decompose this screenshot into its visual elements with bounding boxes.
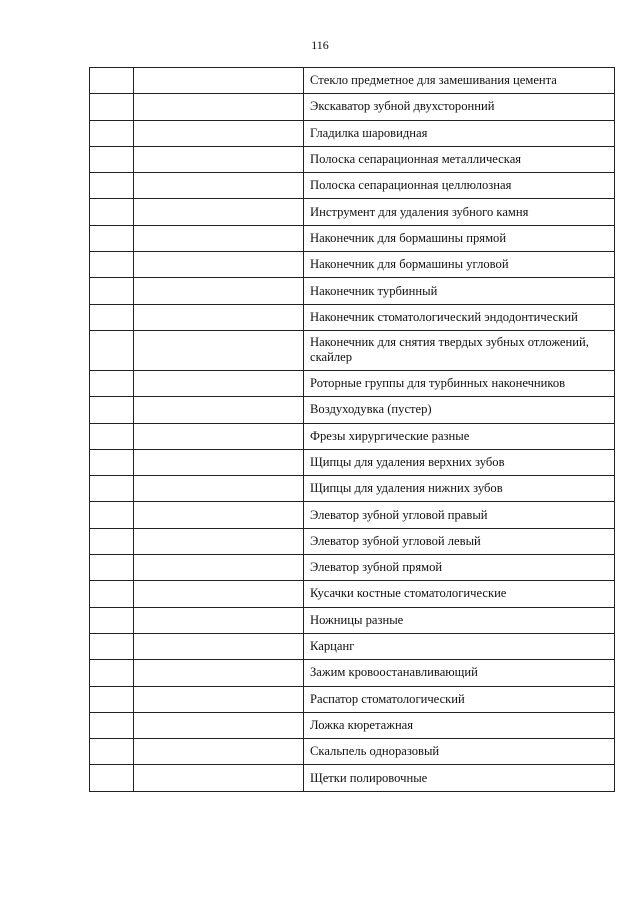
blank-cell-col1 bbox=[90, 607, 134, 633]
table-row bbox=[90, 94, 615, 120]
table-row bbox=[90, 423, 615, 449]
blank-cell-col1 bbox=[90, 502, 134, 528]
item-name-cell: Щетки полировочные bbox=[304, 765, 615, 791]
table-row bbox=[90, 278, 615, 304]
blank-cell-col2 bbox=[134, 476, 304, 502]
table-row bbox=[90, 225, 615, 251]
page-number: 116 bbox=[311, 38, 329, 52]
blank-cell-col1 bbox=[90, 423, 134, 449]
item-name-cell: Ложка кюретажная bbox=[304, 712, 615, 738]
table-row bbox=[90, 502, 615, 528]
item-name-cell: Наконечник стоматологический эндодонтический bbox=[304, 304, 615, 330]
blank-cell-col2 bbox=[134, 449, 304, 475]
item-name-cell: Карцанг bbox=[304, 633, 615, 659]
blank-cell-col2 bbox=[134, 581, 304, 607]
table-row bbox=[90, 120, 615, 146]
item-name-cell: Гладилка шаровидная bbox=[304, 120, 615, 146]
item-name-cell: Стекло предметное для замешивания цемента bbox=[304, 68, 615, 94]
blank-cell-col1 bbox=[90, 528, 134, 554]
blank-cell-col1 bbox=[90, 739, 134, 765]
blank-cell-col1 bbox=[90, 765, 134, 791]
blank-cell-col1 bbox=[90, 199, 134, 225]
table-row bbox=[90, 397, 615, 423]
table-row bbox=[90, 173, 615, 199]
blank-cell-col1 bbox=[90, 370, 134, 396]
blank-cell-col2 bbox=[134, 146, 304, 172]
item-name-cell: Распатор стоматологический bbox=[304, 686, 615, 712]
item-name-cell: Полоска сепарационная металлическая bbox=[304, 146, 615, 172]
item-name-cell: Роторные группы для турбинных наконечников bbox=[304, 370, 615, 396]
blank-cell-col2 bbox=[134, 397, 304, 423]
item-name-cell: Щипцы для удаления верхних зубов bbox=[304, 449, 615, 475]
table-row bbox=[90, 146, 615, 172]
blank-cell-col2 bbox=[134, 94, 304, 120]
blank-cell-col1 bbox=[90, 555, 134, 581]
table-row bbox=[90, 633, 615, 659]
table-row bbox=[90, 252, 615, 278]
item-name-cell: Щипцы для удаления нижних зубов bbox=[304, 476, 615, 502]
blank-cell-col1 bbox=[90, 173, 134, 199]
blank-cell-col1 bbox=[90, 120, 134, 146]
item-name-cell: Элеватор зубной угловой левый bbox=[304, 528, 615, 554]
table-row bbox=[90, 555, 615, 581]
blank-cell-col2 bbox=[134, 330, 304, 370]
table-row bbox=[90, 765, 615, 791]
blank-cell-col2 bbox=[134, 660, 304, 686]
item-name-cell: Элеватор зубной угловой правый bbox=[304, 502, 615, 528]
blank-cell-col1 bbox=[90, 581, 134, 607]
blank-cell-col1 bbox=[90, 686, 134, 712]
blank-cell-col1 bbox=[90, 278, 134, 304]
blank-cell-col2 bbox=[134, 304, 304, 330]
blank-cell-col2 bbox=[134, 68, 304, 94]
item-name-cell: Наконечник для бормашины угловой bbox=[304, 252, 615, 278]
blank-cell-col2 bbox=[134, 370, 304, 396]
blank-cell-col1 bbox=[90, 712, 134, 738]
blank-cell-col1 bbox=[90, 225, 134, 251]
blank-cell-col1 bbox=[90, 94, 134, 120]
table-row bbox=[90, 476, 615, 502]
item-name-cell: Наконечник для снятия твердых зубных отложений, скайлер bbox=[304, 330, 615, 370]
blank-cell-col2 bbox=[134, 278, 304, 304]
item-name-cell: Элеватор зубной прямой bbox=[304, 555, 615, 581]
blank-cell-col2 bbox=[134, 739, 304, 765]
blank-cell-col2 bbox=[134, 765, 304, 791]
blank-cell-col2 bbox=[134, 686, 304, 712]
table-row bbox=[90, 68, 615, 94]
blank-cell-col1 bbox=[90, 476, 134, 502]
item-name-cell: Наконечник для бормашины прямой bbox=[304, 225, 615, 251]
blank-cell-col1 bbox=[90, 252, 134, 278]
blank-cell-col1 bbox=[90, 304, 134, 330]
table-row bbox=[90, 528, 615, 554]
blank-cell-col1 bbox=[90, 68, 134, 94]
item-name-cell: Ножницы разные bbox=[304, 607, 615, 633]
table-row bbox=[90, 660, 615, 686]
blank-cell-col2 bbox=[134, 555, 304, 581]
table-row bbox=[90, 449, 615, 475]
table-row bbox=[90, 686, 615, 712]
blank-cell-col2 bbox=[134, 633, 304, 659]
item-name-cell: Кусачки костные стоматологические bbox=[304, 581, 615, 607]
blank-cell-col2 bbox=[134, 120, 304, 146]
blank-cell-col1 bbox=[90, 660, 134, 686]
table-row bbox=[90, 712, 615, 738]
blank-cell-col2 bbox=[134, 712, 304, 738]
blank-cell-col2 bbox=[134, 528, 304, 554]
table-row bbox=[90, 739, 615, 765]
blank-cell-col2 bbox=[134, 199, 304, 225]
item-name-cell: Полоска сепарационная целлюлозная bbox=[304, 173, 615, 199]
equipment-table bbox=[89, 67, 615, 792]
table-row bbox=[90, 199, 615, 225]
item-name-cell: Фрезы хирургические разные bbox=[304, 423, 615, 449]
blank-cell-col1 bbox=[90, 330, 134, 370]
blank-cell-col2 bbox=[134, 173, 304, 199]
table-row bbox=[90, 330, 615, 370]
item-name-cell: Воздуходувка (пустер) bbox=[304, 397, 615, 423]
item-name-cell: Экскаватор зубной двухсторонний bbox=[304, 94, 615, 120]
blank-cell-col2 bbox=[134, 607, 304, 633]
blank-cell-col2 bbox=[134, 423, 304, 449]
blank-cell-col1 bbox=[90, 146, 134, 172]
item-name-cell: Инструмент для удаления зубного камня bbox=[304, 199, 615, 225]
item-name-cell: Наконечник турбинный bbox=[304, 278, 615, 304]
item-name-cell: Скальпель одноразовый bbox=[304, 739, 615, 765]
blank-cell-col2 bbox=[134, 502, 304, 528]
blank-cell-col1 bbox=[90, 449, 134, 475]
blank-cell-col2 bbox=[134, 225, 304, 251]
item-name-cell: Зажим кровоостанавливающий bbox=[304, 660, 615, 686]
table-row bbox=[90, 607, 615, 633]
table-row bbox=[90, 581, 615, 607]
table-row bbox=[90, 304, 615, 330]
table-row bbox=[90, 370, 615, 396]
blank-cell-col1 bbox=[90, 633, 134, 659]
blank-cell-col2 bbox=[134, 252, 304, 278]
blank-cell-col1 bbox=[90, 397, 134, 423]
